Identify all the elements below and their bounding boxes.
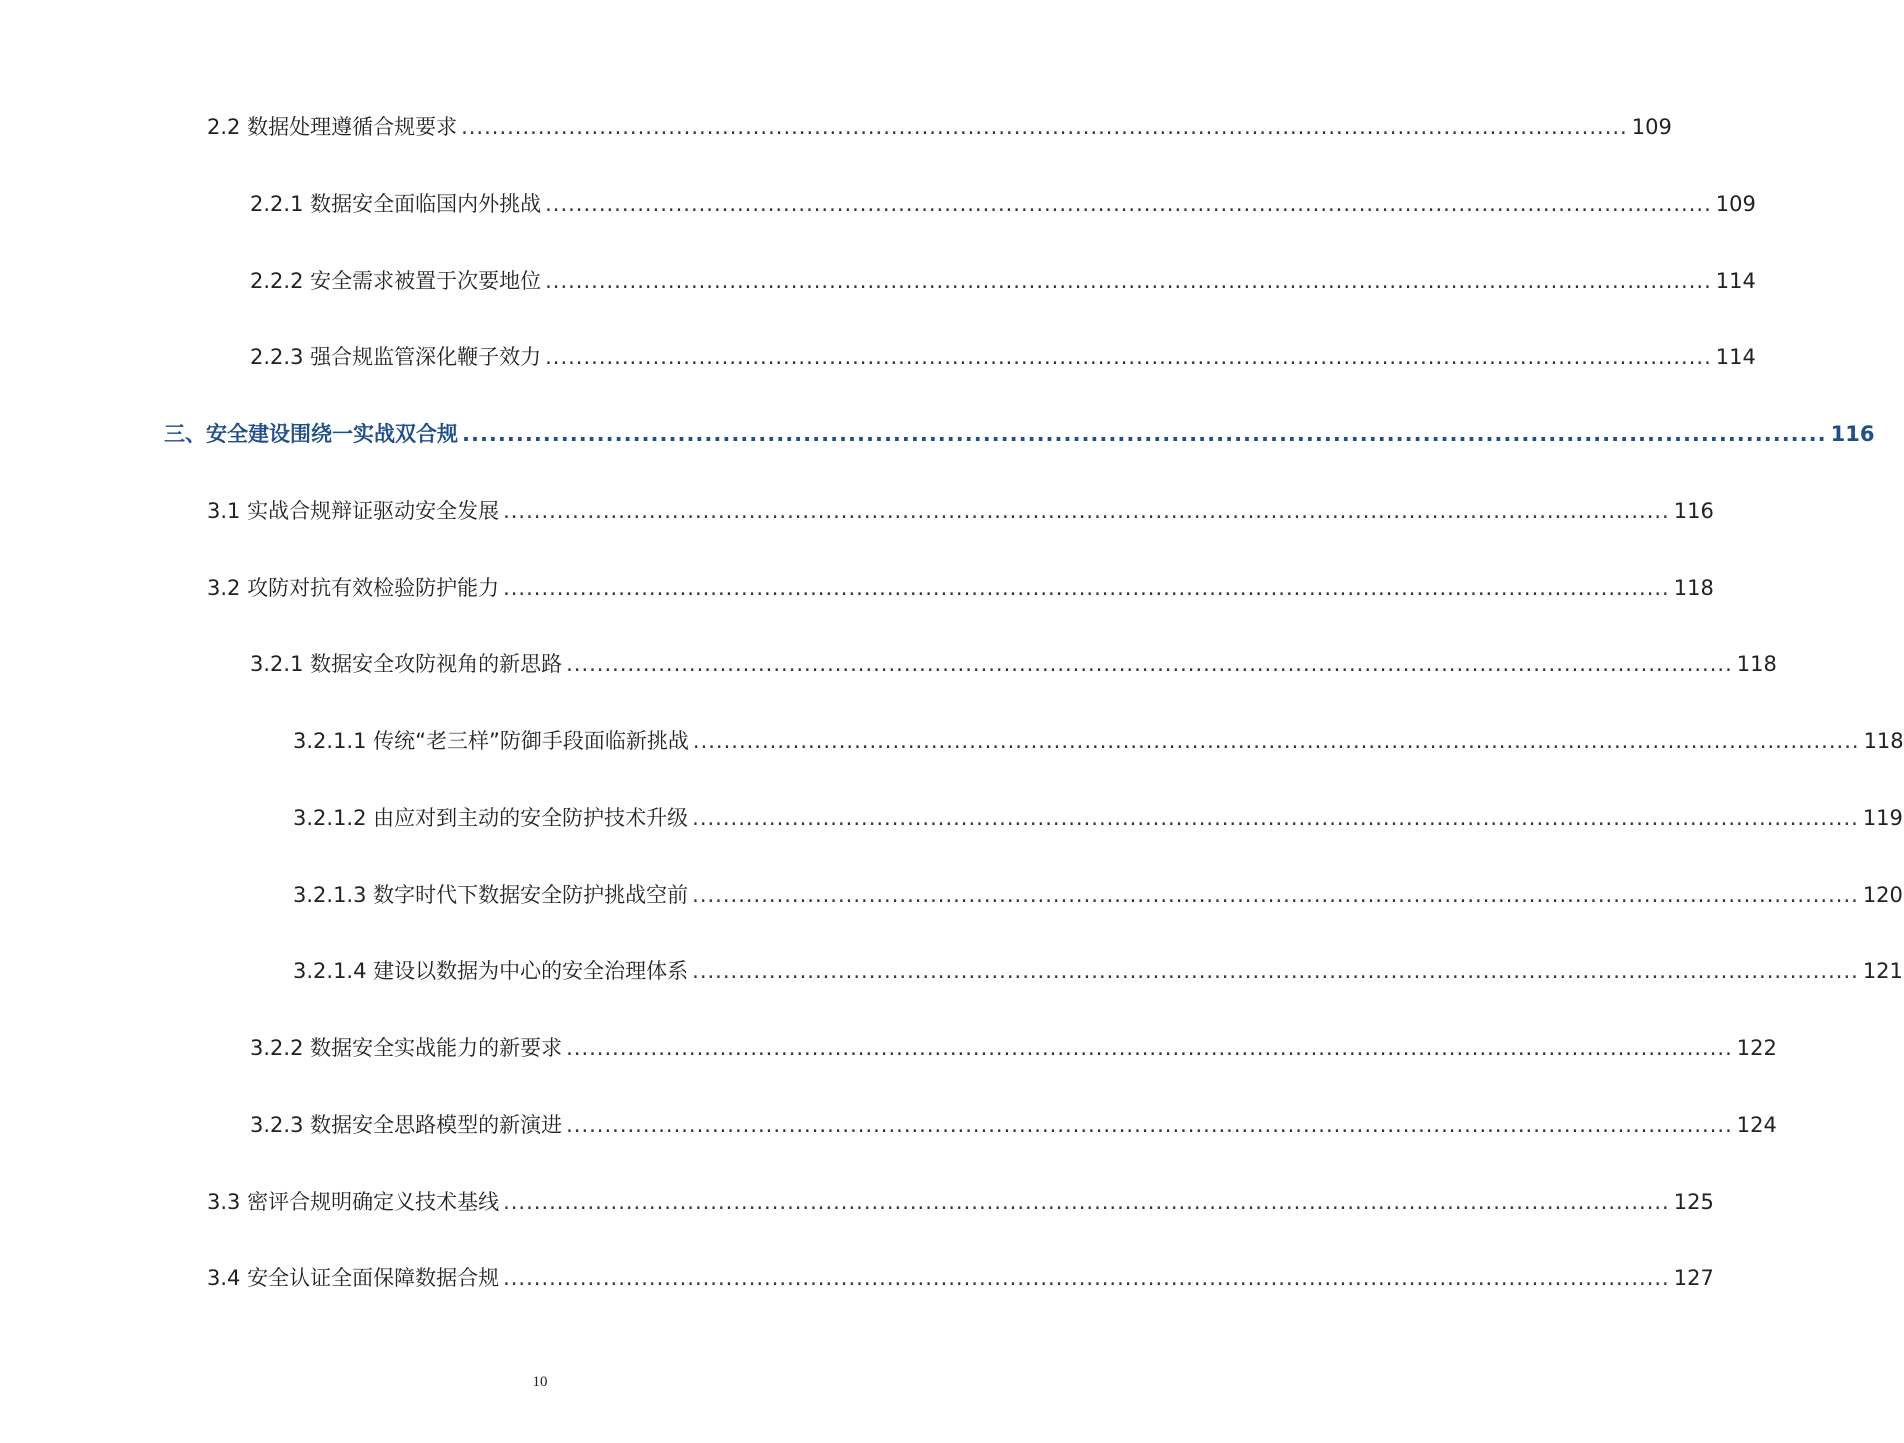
toc-entry-title: 3.2 攻防对抗有效检验防护能力 — [207, 576, 500, 600]
toc-entry-title: 3.2.1.2 由应对到主动的安全防护技术升级 — [293, 806, 689, 830]
toc-entry[interactable] — [293, 723, 1904, 759]
toc-entry-page: 122 — [1736, 1036, 1777, 1060]
toc-entry-title: 3.2.1 数据安全攻防视角的新思路 — [250, 652, 563, 676]
toc-entry-page: 120 — [1862, 883, 1903, 907]
toc-entry-title: 三、安全建设围绕一实战双合规 — [164, 422, 458, 446]
toc-entry[interactable] — [207, 1260, 1714, 1296]
toc-leader-dots: ........................................................................................................................................................ — [692, 806, 1859, 830]
toc-leader-dots: ........................................................................................................................................................ — [503, 576, 1670, 600]
toc-entry[interactable] — [293, 877, 1903, 913]
toc-entry-title: 3.4 安全认证全面保障数据合规 — [207, 1266, 500, 1290]
toc-leader-dots: ........................................................................................................................................................ — [692, 883, 1859, 907]
toc-entry[interactable] — [250, 1030, 1777, 1066]
toc-leader-dots: ........................................................................................................................................................ — [545, 345, 1712, 369]
toc-entry[interactable] — [250, 339, 1756, 375]
toc-entry[interactable] — [207, 570, 1714, 606]
toc-entry-page: 119 — [1862, 806, 1903, 830]
toc-entry-page: 118 — [1673, 576, 1714, 600]
toc-leader-dots: ........................................................................................................................................................ — [503, 1190, 1670, 1214]
page-number: 10 — [532, 1374, 548, 1390]
toc-entry-page: 118 — [1863, 729, 1904, 753]
toc-entry[interactable] — [207, 1184, 1714, 1220]
toc-leader-dots: ........................................................................................................................................................ — [692, 729, 1860, 753]
toc-entry-title: 3.1 实战合规辩证驱动安全发展 — [207, 499, 500, 523]
toc-entry[interactable] — [250, 263, 1756, 299]
toc-entry-page: 124 — [1736, 1113, 1777, 1137]
toc-entry-title: 2.2.3 强合规监管深化鞭子效力 — [250, 345, 542, 369]
toc-leader-dots: ........................................................................................................................................................ — [566, 1036, 1733, 1060]
toc-leader-dots: ........................................................................................................................................................ — [462, 422, 1827, 446]
toc-entry-title: 2.2.2 安全需求被置于次要地位 — [250, 269, 542, 293]
toc-entry-page: 114 — [1715, 269, 1756, 293]
toc-entry-title: 2.2.1 数据安全面临国内外挑战 — [250, 192, 542, 216]
toc-leader-dots: ........................................................................................................................................................ — [692, 959, 1859, 983]
toc-leader-dots: ........................................................................................................................................................ — [545, 192, 1712, 216]
toc-entry[interactable] — [207, 493, 1714, 529]
toc-entry[interactable] — [293, 800, 1903, 836]
toc-entry[interactable] — [250, 1107, 1777, 1143]
toc-entry[interactable] — [293, 953, 1903, 989]
toc-entry-title: 3.2.3 数据安全思路模型的新演进 — [250, 1113, 563, 1137]
toc-chapter-heading[interactable] — [164, 416, 1875, 452]
toc-leader-dots: ........................................................................................................................................................ — [461, 115, 1628, 139]
toc-leader-dots: ........................................................................................................................................................ — [503, 499, 1670, 523]
toc-entry[interactable] — [250, 186, 1756, 222]
toc-leader-dots: ........................................................................................................................................................ — [566, 652, 1733, 676]
toc-entry-page: 121 — [1862, 959, 1903, 983]
toc-entry-title: 3.2.1.4 建设以数据为中心的安全治理体系 — [293, 959, 689, 983]
toc-entry-page: 116 — [1673, 499, 1714, 523]
toc-leader-dots: ........................................................................................................................................................ — [503, 1266, 1670, 1290]
toc-entry-page: 118 — [1736, 652, 1777, 676]
toc-entry-page: 127 — [1673, 1266, 1714, 1290]
toc-entry-page: 109 — [1715, 192, 1756, 216]
toc-entry-title: 3.2.1.3 数字时代下数据安全防护挑战空前 — [293, 883, 689, 907]
toc-entry-title: 3.3 密评合规明确定义技术基线 — [207, 1190, 500, 1214]
toc-entry[interactable] — [250, 646, 1777, 682]
toc-entry-page: 114 — [1715, 345, 1756, 369]
toc-entry-title: 2.2 数据处理遵循合规要求 — [207, 115, 458, 139]
toc-entry-page: 109 — [1631, 115, 1672, 139]
toc-entry[interactable] — [207, 109, 1672, 145]
toc-entry-page: 116 — [1830, 422, 1875, 446]
toc-entry-page: 125 — [1673, 1190, 1714, 1214]
toc-entry-title: 3.2.1.1 传统“老三样”防御手段面临新挑战 — [293, 729, 689, 753]
toc-leader-dots: ........................................................................................................................................................ — [545, 269, 1712, 293]
toc-entry-title: 3.2.2 数据安全实战能力的新要求 — [250, 1036, 563, 1060]
toc-leader-dots: ........................................................................................................................................................ — [566, 1113, 1733, 1137]
